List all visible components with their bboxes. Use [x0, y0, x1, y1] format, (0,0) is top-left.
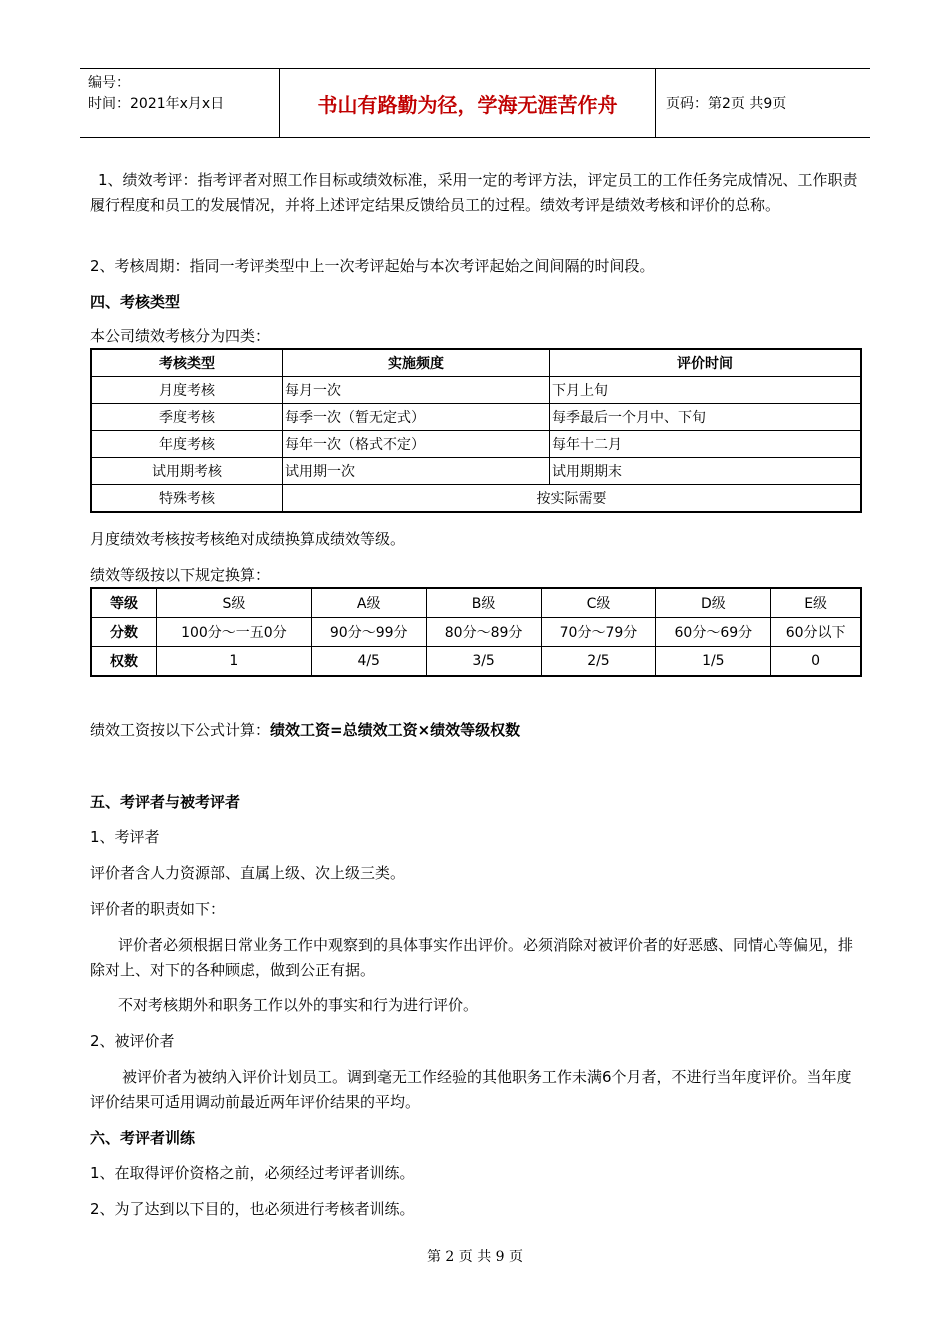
- header-meta: [80, 69, 280, 137]
- col-header-time: 评价时间: [550, 349, 862, 377]
- grade-cell: S级: [157, 588, 312, 618]
- paragraph-evaluator-types: 评价者含人力资源部、直属上级、次上级三类。: [90, 864, 406, 882]
- weight-cell: 0: [771, 647, 861, 677]
- header-motto: 书山有路勤为径，学海无涯苦作舟: [280, 69, 656, 137]
- cell-frequency: 按实际需要: [283, 485, 862, 513]
- grade-cell: E级: [771, 588, 861, 618]
- cell-frequency: 每月一次: [283, 377, 550, 404]
- paragraph-duty-2: 不对考核期外和职务工作以外的事实和行为进行评价。: [118, 996, 479, 1014]
- table-header-row: [91, 349, 861, 377]
- paragraph-training-1: 1、在取得评价资格之前，必须经过考评者训练。: [90, 1164, 415, 1182]
- paragraph-formula: [90, 718, 860, 743]
- cell-time: 每季最后一个月中、下旬: [550, 404, 862, 431]
- table-row: [91, 377, 861, 404]
- cell-frequency: 每年一次（格式不定）: [283, 431, 550, 458]
- cell-type: 特殊考核: [91, 485, 283, 513]
- score-cell: 80分～89分: [426, 618, 541, 647]
- weight-cell: 4/5: [311, 647, 426, 677]
- paragraph-training-2: 2、为了达到以下目的，也必须进行考核者训练。: [90, 1200, 415, 1218]
- weight-cell: 1/5: [656, 647, 771, 677]
- paragraph-evaluatee-desc: 被评价者为被纳入评价计划员工。调到毫无工作经验的其他职务工作未满6个月者，不进行当年度评价。当年度评价结果可适用调动前最近两年评价结果的平均。: [90, 1068, 852, 1111]
- table-row: [91, 485, 861, 513]
- grade-cell: A级: [311, 588, 426, 618]
- score-cell: 90分～99分: [311, 618, 426, 647]
- formula-text: 绩效工资=总绩效工资×绩效等级权数: [270, 721, 521, 739]
- formula-prefix: 绩效工资按以下公式计算：: [90, 721, 271, 739]
- paragraph-evaluatee: 2、被评价者: [90, 1032, 175, 1050]
- paragraph-types-intro: 本公司绩效考核分为四类：: [90, 327, 271, 345]
- type-table: [90, 348, 862, 513]
- cell-frequency: 每季一次（暂无定式）: [283, 404, 550, 431]
- page-footer: 第 2 页 共 9 页: [426, 1249, 524, 1265]
- col-header-type: 考核类型: [91, 349, 283, 377]
- grade-cell: C级: [541, 588, 656, 618]
- number-label: 编号：: [88, 75, 130, 91]
- weight-cell: 3/5: [426, 647, 541, 677]
- grade-cell: D级: [656, 588, 771, 618]
- score-cell: 100分～一五0分: [157, 618, 312, 647]
- header-page-info: 页码：第2页 共9页: [666, 96, 787, 112]
- paragraph-cycle: 2、考核周期：指同一考评类型中上一次考评起始与本次考评起始之间间隔的时间段。: [90, 257, 655, 275]
- grade-cell: B级: [426, 588, 541, 618]
- paragraph-monthly: 月度绩效考核按考核绝对成绩换算成绩效等级。: [90, 530, 406, 548]
- page-header: [80, 68, 870, 138]
- cell-time: 试用期期末: [550, 458, 862, 485]
- table-row: [91, 618, 861, 647]
- cell-type: 年度考核: [91, 431, 283, 458]
- heading-section-5: 五、考评者与被考评者: [90, 793, 241, 811]
- table-row: [91, 588, 861, 618]
- table-row: [91, 431, 861, 458]
- time-label: 时间：2021年x月x日: [88, 96, 225, 112]
- paragraph-duties-intro: 评价者的职责如下：: [90, 900, 226, 918]
- score-cell: 60分～69分: [656, 618, 771, 647]
- cell-frequency: 试用期一次: [283, 458, 550, 485]
- cell-time: 下月上旬: [550, 377, 862, 404]
- weight-cell: 2/5: [541, 647, 656, 677]
- heading-section-4: 四、考核类型: [90, 293, 181, 311]
- table-row: [91, 647, 861, 677]
- paragraph-evaluator: 1、考评者: [90, 828, 160, 846]
- row-header-weight: 权数: [91, 647, 157, 677]
- table-row: [91, 404, 861, 431]
- cell-time: 每年十二月: [550, 431, 862, 458]
- row-header-grade: 等级: [91, 588, 157, 618]
- cell-type: 季度考核: [91, 404, 283, 431]
- weight-cell: 1: [157, 647, 312, 677]
- col-header-frequency: 实施频度: [283, 349, 550, 377]
- score-cell: 70分～79分: [541, 618, 656, 647]
- table-row: [91, 458, 861, 485]
- heading-section-6: 六、考评者训练: [90, 1129, 196, 1147]
- score-cell: 60分以下: [771, 618, 861, 647]
- grade-table: [90, 587, 862, 677]
- paragraph-grade-intro: 绩效等级按以下规定换算：: [90, 566, 271, 584]
- cell-type: 试用期考核: [91, 458, 283, 485]
- paragraph-definition: 1、绩效考评：指考评者对照工作目标或绩效标准，采用一定的考评方法，评定员工的工作任务完成情况、工作职责履行程度和员工的发展情况，并将上述评定结果反馈给员工的过程。绩效考评是绩效考核和评价的总称。: [90, 171, 858, 214]
- cell-type: 月度考核: [91, 377, 283, 404]
- row-header-score: 分数: [91, 618, 157, 647]
- paragraph-duty-1: 评价者必须根据日常业务工作中观察到的具体事实作出评价。必须消除对被评价者的好恶感、同情心等偏见，排除对上、对下的各种顾虑，做到公正有据。: [90, 936, 854, 979]
